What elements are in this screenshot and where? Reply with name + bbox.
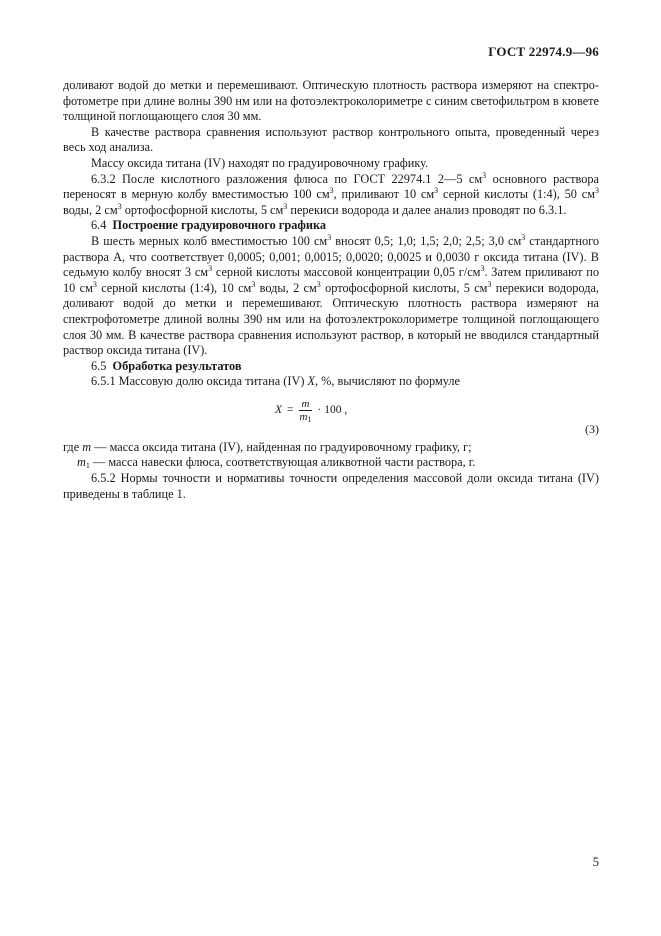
variable-definition: $m_1$ — масса навески флюса, соответствующая аликвотной части раствора, г. <box>77 455 476 471</box>
section-heading-6-5: 6.5 Обработка результатов <box>91 358 242 373</box>
formula-numerator: m <box>299 398 313 411</box>
paragraph: Массу оксида титана (IV) находят по градуировочному графику. <box>91 155 429 170</box>
formula <box>275 398 347 424</box>
formula-fraction <box>299 398 313 424</box>
formula-tail: · 100 , <box>317 404 348 417</box>
equation-number: (3) <box>585 421 599 436</box>
document-body <box>63 78 599 502</box>
formula-denominator: $m_1$ <box>299 410 312 424</box>
formula-lhs: X <box>275 404 283 417</box>
formula-equals: = <box>287 404 294 417</box>
paragraph: доливают водой до метки и перемешивают. Оптическую плотность раствора измеряют на спектро-фотометре при длине волны 390 нм или на фотоэлектроколориметре с синим светофильтром в кювете толщиной поглощающего слоя 30 мм. <box>63 78 599 124</box>
variable-definition: где m — масса оксида титана (IV), найденная по градуировочному графику, г; <box>63 439 472 454</box>
document-code: ГОСТ 22974.9—96 <box>488 44 599 59</box>
paragraph-6-5-1: 6.5.1 Массовую долю оксида титана (IV) X, %, вычисляют по формуле <box>91 374 460 389</box>
formula-block <box>63 392 599 440</box>
paragraph-6-3-2: 6.3.2 После кислотного разложения флюса по ГОСТ 22974.1 2—5 $см^3$ основного раствора переносят в мерную колбу вместимостью 100 $см^3$, приливают 10 $см^3$ серной кислоты (1:4), 50 $см^3$ воды, 2 $см^3$ ортофосфорной кислоты, 5 $см^3$ перекиси водорода и далее анализ проводят по 6.3.1. <box>63 170 599 217</box>
page-number: 5 <box>592 855 599 869</box>
paragraph-6-4: В шесть мерных колб вместимостью 100 $см^3$ вносят 0,5; 1,0; 1,5; 2,0; 2,5; 3,0 $см^3$ стандартного раствора А, что соответствует 0,0005; 0,001; 0,0015; 0,0020; 0,0025 и 0,0030 г оксида титана (IV). В седьмую колбу вносят 3 $см^3$ серной кислоты массовой концентрации 0,05 $г/см^3$. Затем приливают по 10 $см^3$ серной кислоты (1:4), 10 $см^3$ воды, 2 $см^3$ ортофосфорной кислоты, 5 $см^3$ перекиси водорода, доливают водой до метки и перемешивают. Оптическую плотность раствора измеряют на спектрофотометре длиной волны 390 нм или на фотоэлектроколориметре толщиной поглощающего слоя 30 мм. В качестве раствора сравнения используют раствор, в который не вводился стандартный раствор оксида титана (IV). <box>63 232 600 358</box>
paragraph-6-5-2: 6.5.2 Нормы точности и нормативы точности определения массовой доли оксида титана (IV) приведены в таблице 1. <box>63 471 599 501</box>
section-heading-6-4: 6.4 Построение градуировочного графика <box>91 218 327 233</box>
paragraph: В качестве раствора сравнения используют раствор контрольного опыта, проведенный через весь ход анализа. <box>63 124 599 155</box>
